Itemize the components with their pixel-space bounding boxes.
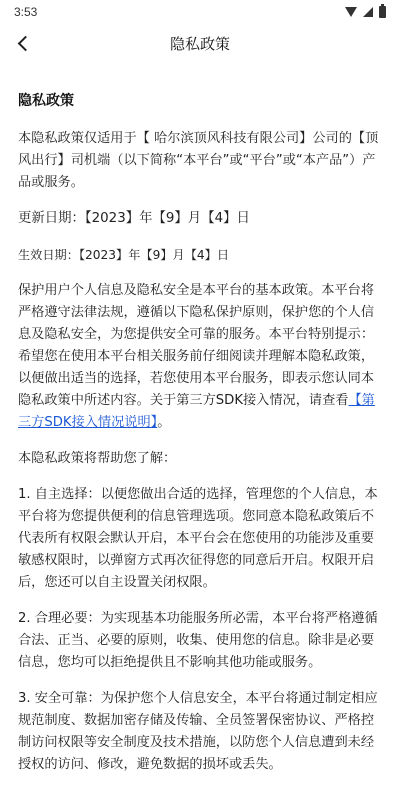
sdk-info-link[interactable]: 【第三方SDK接入情况说明】	[18, 393, 375, 430]
policy-content[interactable]	[18, 84, 382, 790]
update-date: 更新日期：【2023】年【9】月【4】日	[18, 211, 250, 226]
nav-bar	[0, 24, 400, 62]
item-necessity: 2. 合理必要：为实现基本功能服务所必需，本平台将严格遵循合法、正当、必要的原则，收集、使用您的信息。除非是必要信息，您均可以拒绝提供且不影响其他功能或服务。	[18, 611, 378, 670]
help-intro: 本隐私政策将帮助您了解：	[18, 451, 177, 466]
wifi-icon	[345, 7, 357, 17]
basic-policy-text: 保护用户个人信息及隐私安全是本平台的基本政策。本平台将严格遵守法律法规，遵循以下隐私保护原则，保护您的个人信息及隐私安全，为您提供安全可靠的服务。本平台特别提示：希望您在使用本平台相关服务前仔细阅读并理解本隐私政策，以便做出适当的选择，若您使用本平台服务，即表示您认同本隐私政策中所述内容。关于第三方SDK接入情况，请查看	[18, 283, 375, 408]
item-autonomy: 1. 自主选择：以便您做出合适的选择，管理您的个人信息，本平台将为您提供便利的信息管理选项。您同意本隐私政策后不代表所有权限会默认开启，本平台会在您使用的功能涉及重要敏感权限时，以弹窗方式再次征得您的同意后开启。权限开启后，您还可以自主设置关闭权限。	[18, 487, 378, 590]
status-time: 3:53	[14, 5, 38, 19]
cellular-icon	[363, 7, 373, 17]
intro-paragraph: 本隐私政策仅适用于【 哈尔滨顶风科技有限公司】公司的【顶风出行】司机端（以下简称“本平台”或“平台”或“本产品”）产品或服务。	[18, 131, 379, 190]
back-button[interactable]	[6, 26, 40, 60]
basic-policy-paragraph	[18, 280, 382, 434]
status-icons	[345, 6, 386, 18]
status-bar	[0, 0, 400, 24]
item-security: 3. 安全可靠：为保护您个人信息安全，本平台将通过制定相应规范制度、数据加密存储及传输、全员签署保密协议、严格控制访问权限等安全制度及技术措施，以防您个人信息遭到未经授权的访问、修改，避免数据的损坏或丢失。	[18, 691, 378, 772]
basic-policy-end: 。	[157, 415, 171, 430]
chevron-left-icon	[17, 35, 33, 51]
effective-date: 生效日期：【2023】年【9】月【4】日	[18, 248, 230, 262]
doc-heading: 隐私政策	[18, 93, 74, 109]
battery-icon	[379, 6, 386, 18]
page-title: 隐私政策	[169, 34, 230, 53]
